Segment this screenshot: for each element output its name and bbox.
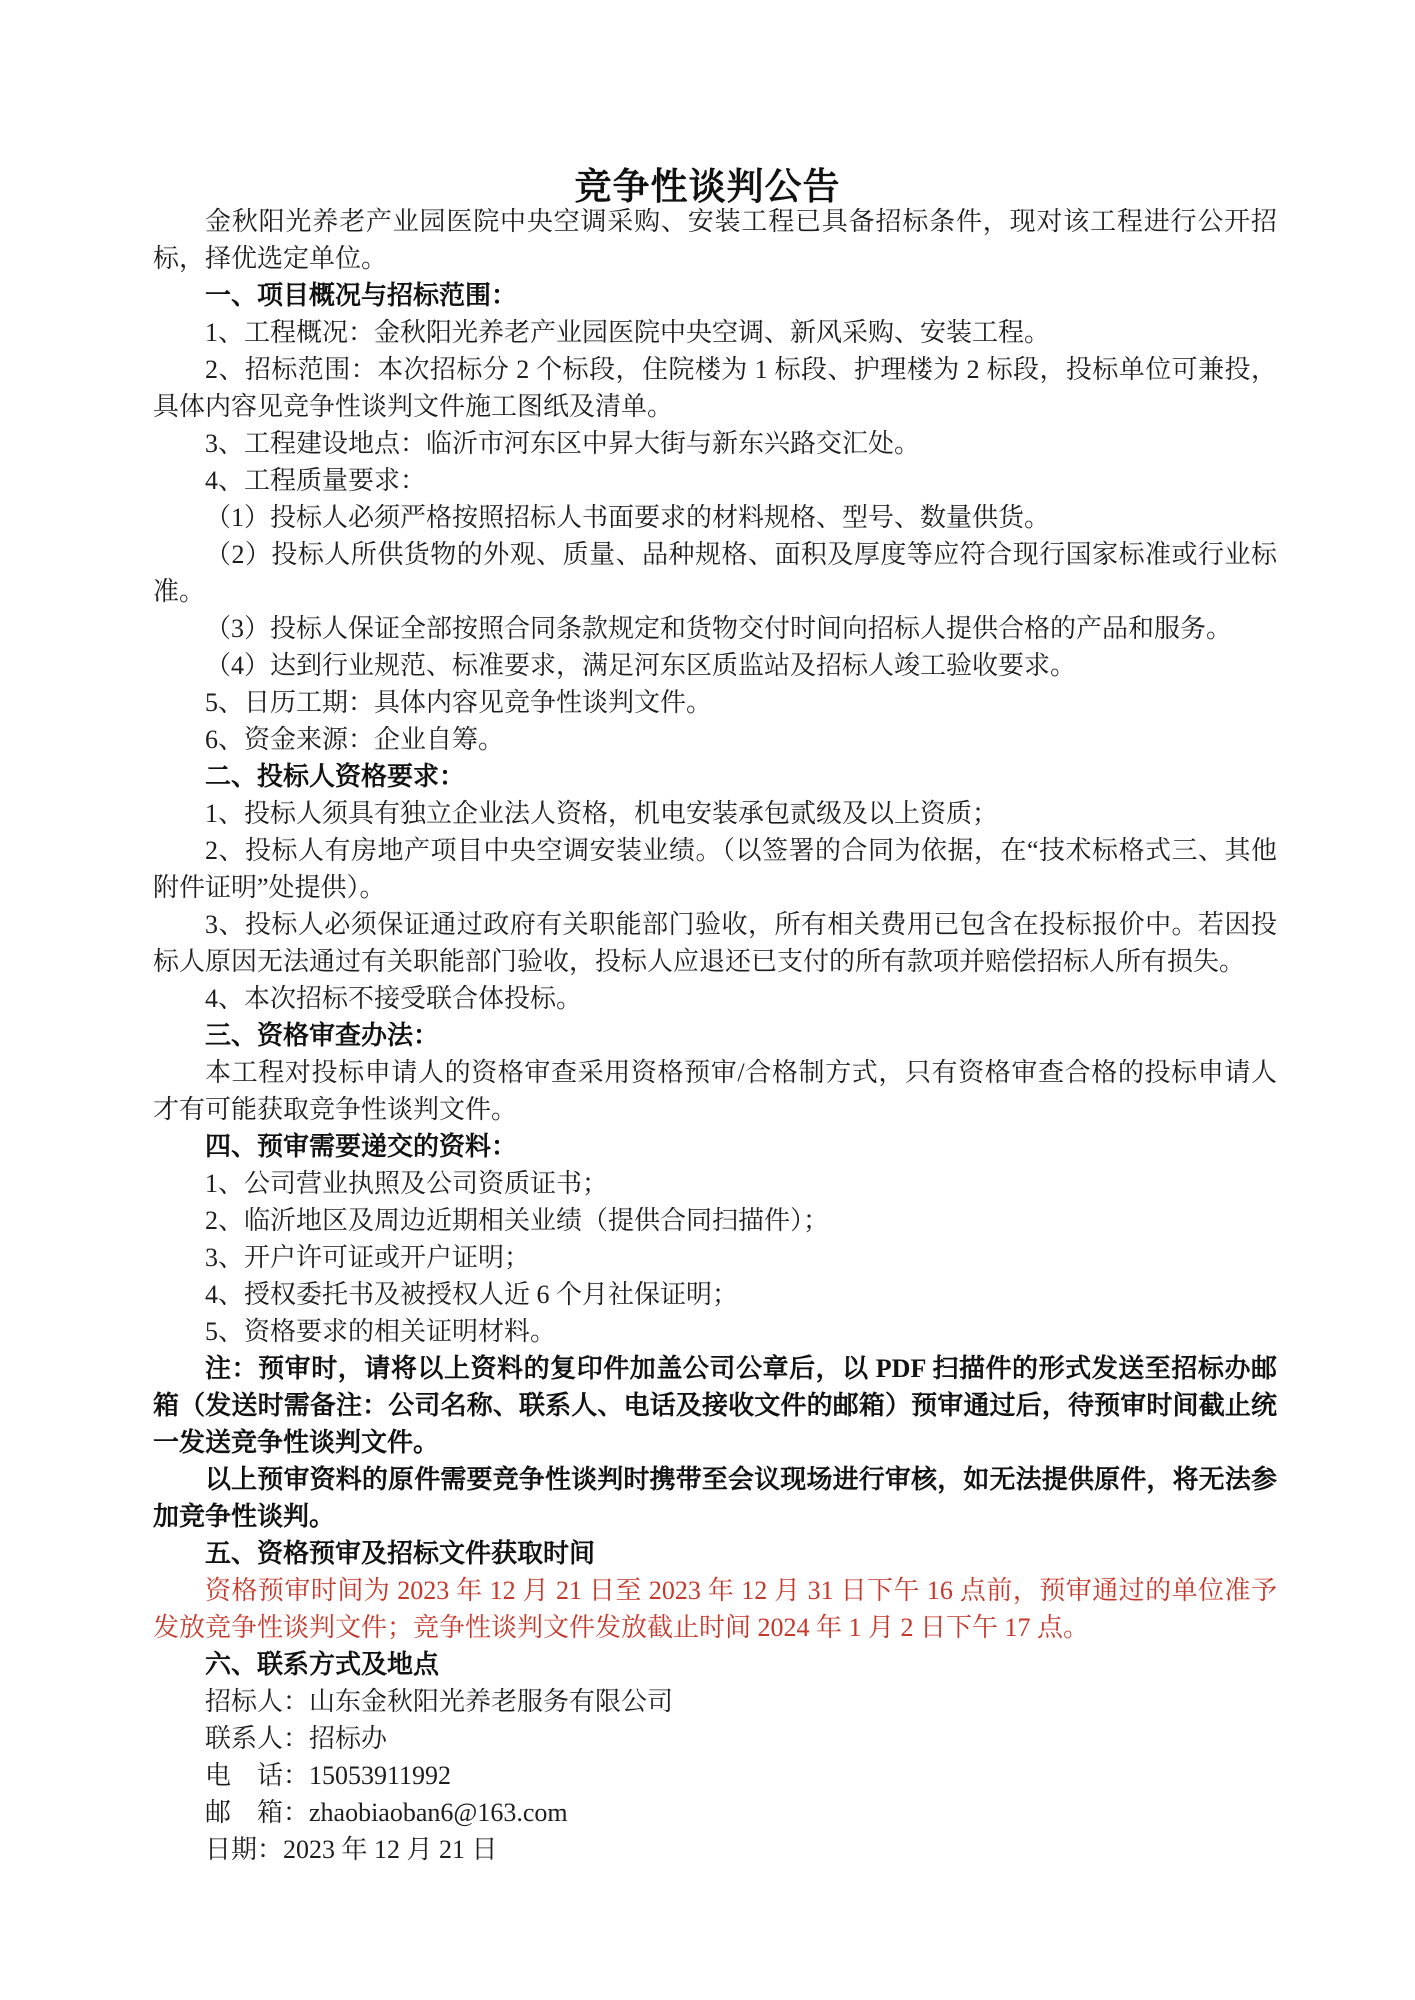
body-paragraph-1: 金秋阳光养老产业园医院中央空调采购、安装工程已具备招标条件，现对该工程进行公开招标，择优选定单位。 xyxy=(153,207,1277,273)
section-heading-30: 六、联系方式及地点 xyxy=(205,1649,440,1679)
body-paragraph-35: 日期：2023 年 12 月 21 日 xyxy=(205,1835,498,1864)
note-paragraph-26: 注：预审时，请将以上资料的复印件加盖公司公章后，以 PDF 扫描件的形式发送至招标办邮箱（发送时需备注：公司名称、联系人、电话及接收文件的邮箱）预审通过后，待预审时间截止统一发送竞争性谈判文件。 xyxy=(153,1354,1277,1457)
body-paragraph-9: （3）投标人保证全部按照合同条款规定和货物交付时间向招标人提供合格的产品和服务。 xyxy=(205,614,1233,643)
body-paragraph-21: 1、公司营业执照及公司资质证书； xyxy=(205,1169,609,1198)
body-paragraph-22: 2、临沂地区及周边近期相关业绩（提供合同扫描件）； xyxy=(205,1206,830,1235)
body-paragraph-12: 6、资金来源：企业自筹。 xyxy=(205,725,505,754)
section-heading-28: 五、资格预审及招标文件获取时间 xyxy=(205,1538,596,1568)
body-paragraph-33: 电 话：15053911992 xyxy=(205,1761,452,1790)
note-paragraph-27: 以上预审资料的原件需要竞争性谈判时携带至会议现场进行审核，如无法提供原件，将无法参加竞争性谈判。 xyxy=(153,1465,1277,1531)
body-paragraph-8: （2）投标人所供货物的外观、质量、品种规格、面积及厚度等应符合现行国家标准或行业标准。 xyxy=(153,540,1277,606)
section-heading-2: 一、项目概况与招标范围： xyxy=(205,280,518,310)
body-paragraph-6: 4、工程质量要求： xyxy=(205,466,427,495)
body-paragraph-14: 1、投标人须具有独立企业法人资格，机电安装承包贰级及以上资质； xyxy=(205,799,999,828)
body-paragraph-32: 联系人：招标办 xyxy=(205,1724,388,1753)
body-paragraph-34: 邮 箱：zhaobiaoban6@163.com xyxy=(205,1798,568,1827)
page-title: 竞争性谈判公告 xyxy=(574,165,841,207)
section-heading-13: 二、投标人资格要求： xyxy=(205,761,466,791)
document-body xyxy=(153,203,1277,1868)
body-paragraph-4: 2、招标范围：本次招标分 2 个标段，住院楼为 1 标段、护理楼为 2 标段，投标单位可兼投，具体内容见竞争性谈判文件施工图纸及清单。 xyxy=(153,355,1277,421)
body-paragraph-7: （1）投标人必须严格按照招标人书面要求的材料规格、型号、数量供货。 xyxy=(205,503,1051,532)
body-paragraph-19: 本工程对投标申请人的资格审查采用资格预审/合格制方式，只有资格审查合格的投标申请人才有可能获取竞争性谈判文件。 xyxy=(153,1058,1277,1124)
section-heading-18: 三、资格审查办法： xyxy=(205,1020,440,1050)
section-heading-20: 四、预审需要递交的资料： xyxy=(205,1131,518,1161)
body-paragraph-24: 4、授权委托书及被授权人近 6 个月社保证明； xyxy=(205,1280,739,1309)
body-paragraph-23: 3、开户许可证或开户证明； xyxy=(205,1243,531,1272)
body-paragraph-5: 3、工程建设地点：临沂市河东区中昇大街与新东兴路交汇处。 xyxy=(205,429,921,458)
body-paragraph-15: 2、投标人有房地产项目中央空调安装业绩。（以签署的合同为依据，在“技术标格式三、其他附件证明”处提供）。 xyxy=(153,836,1277,902)
body-paragraph-3: 1、工程概况：金秋阳光养老产业园医院中央空调、新风采购、安装工程。 xyxy=(205,318,1051,347)
body-paragraph-16: 3、投标人必须保证通过政府有关职能部门验收，所有相关费用已包含在投标报价中。若因投标人原因无法通过有关职能部门验收，投标人应退还已支付的所有款项并赔偿招标人所有损失。 xyxy=(153,910,1277,976)
body-paragraph-11: 5、日历工期：具体内容见竞争性谈判文件。 xyxy=(205,688,713,717)
body-paragraph-25: 5、资格要求的相关证明材料。 xyxy=(205,1317,557,1346)
body-paragraph-31: 招标人：山东金秋阳光养老服务有限公司 xyxy=(205,1687,674,1716)
body-paragraph-10: （4）达到行业规范、标准要求，满足河东区质监站及招标人竣工验收要求。 xyxy=(205,651,1077,680)
body-paragraph-17: 4、本次招标不接受联合体投标。 xyxy=(205,984,583,1013)
highlight-paragraph-29: 资格预审时间为 2023 年 12 月 21 日至 2023 年 12 月 31 日下午 16 点前，预审通过的单位准予发放竞争性谈判文件；竞争性谈判文件发放截止时间 2024 年 1 月 2 日下午 17 点。 xyxy=(153,1576,1277,1642)
